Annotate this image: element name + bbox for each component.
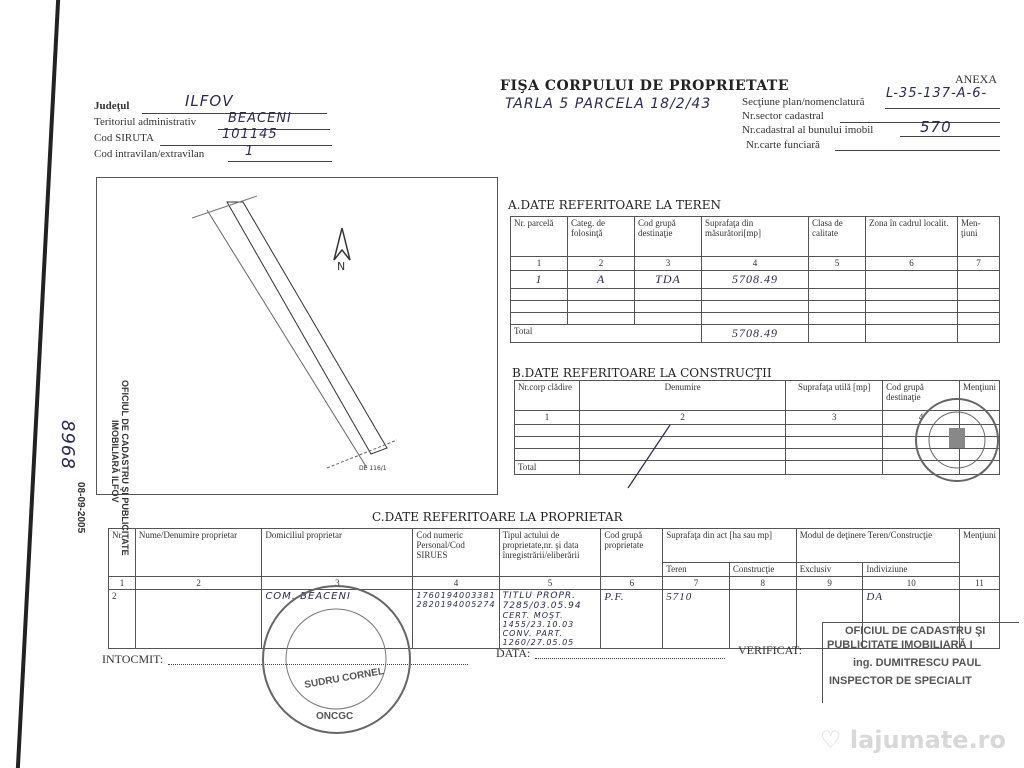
b-num-1: 1 <box>515 411 580 425</box>
surveyor-stamp-name: SUDRU CORNEL <box>303 666 385 691</box>
parcel-map-svg <box>97 178 497 494</box>
teritoriu-value: BEACENI <box>228 111 292 126</box>
nr-sector-label: Nr.sector cadastral <box>742 110 824 122</box>
a-row-parcela: 1 <box>511 271 568 289</box>
c-row-nr: 2 <box>109 590 136 649</box>
sectiune-line <box>885 108 1000 109</box>
a-header-2: Categ. de folosinţă <box>568 217 635 257</box>
parcel-outline <box>227 202 387 454</box>
surveyor-stamp-bottom: ONCGC <box>316 711 354 722</box>
watermark-text: lajumate.ro <box>849 726 1007 754</box>
c-row-domiciliu-value: COM. BEACENI <box>265 591 351 602</box>
data-label: DATA: <box>496 646 531 660</box>
nr-carte-label: Nr.carte funciară <box>746 139 820 151</box>
a-num-3: 3 <box>635 257 702 271</box>
c-header-3: Domiciliul proprietar <box>262 529 413 577</box>
c-num-2: 2 <box>135 577 261 590</box>
c-num-8: 8 <box>729 577 796 590</box>
c-num-6: 6 <box>601 577 663 590</box>
a-total-label: Total <box>511 325 702 343</box>
watermark <box>820 726 1006 754</box>
c-row-indiviziune: DA <box>863 590 960 649</box>
a-header-5: Clasa de calitate <box>809 217 866 257</box>
intravilan-value: 1 <box>245 144 255 159</box>
official-round-stamp <box>915 398 999 482</box>
a-num-6: 6 <box>866 257 958 271</box>
a-header-1: Nr. parcelă <box>511 217 568 257</box>
c-row-act2: 7285/03.05.94 <box>502 601 582 611</box>
a-num-7: 7 <box>958 257 1000 271</box>
tarla-parcela: TARLA 5 PARCELA 18/2/43 <box>505 96 712 112</box>
inspector-stamp <box>822 622 1019 703</box>
inspector-stamp-line4: INSPECTOR DE SPECIALIT <box>829 675 972 687</box>
c-header-1: Nr. <box>109 529 136 577</box>
c-num-11: 11 <box>960 577 1000 590</box>
c-row-act3: CERT. MOȘT. 1455/23.10.03 <box>502 611 575 629</box>
anexa-label: ANEXA <box>955 72 997 86</box>
a-num-4: 4 <box>702 257 809 271</box>
c-sub-teren: Teren <box>663 563 730 577</box>
c-header-9: Menţiuni <box>960 529 1000 577</box>
section-a-title: A.DATE REFERITOARE LA TEREN <box>508 198 721 212</box>
c-num-4: 4 <box>413 577 499 590</box>
nr-cadastral-value: 570 <box>920 118 952 136</box>
b-header-2: Denumire <box>579 381 785 411</box>
c-row-act1: TITLU PROPR. <box>502 591 576 601</box>
c-header-6: Cod grupă proprietate <box>601 529 663 577</box>
a-num-5: 5 <box>809 257 866 271</box>
section-a-table <box>510 216 1000 343</box>
siruta-value: 101145 <box>222 127 278 142</box>
c-row-cnp1: 1760194003381 <box>416 591 496 600</box>
intravilan-label: Cod intravilan/extravilan <box>94 148 205 160</box>
b-header-4: Cod grupă destinaţie <box>883 381 960 411</box>
c-row-cod-grupa: P.F. <box>601 590 663 649</box>
c-header-5: Tipul actului de proprietate,nr. şi data înregistrării/eliberării <box>499 529 601 577</box>
side-stamp-line2: IMOBILIARĂ ILFOV <box>110 420 120 503</box>
inspector-stamp-line2: PUBLICITATE IMOBILIARĂ I <box>827 639 973 651</box>
verificat-label: VERIFICAT: <box>738 643 803 657</box>
coat-of-arms-icon <box>949 428 965 448</box>
parcel-map <box>96 177 498 495</box>
c-header-2: Nume/Denumire proprietar <box>135 529 261 577</box>
a-header-4: Suprafaţa din măsurători[mp] <box>702 217 809 257</box>
nr-cadastral-label: Nr.cadastral al bunului imobil <box>742 124 874 136</box>
b-header-1: Nr.corp clădire <box>515 381 580 411</box>
side-stamp-date: 08-09-2005 <box>75 482 86 534</box>
top-road-line <box>192 196 257 218</box>
a-num-2: 2 <box>568 257 635 271</box>
side-stamp-line1: OFICIUL DE CADASTRU ŞI PUBLICITATE <box>120 380 130 556</box>
siruta-label: Cod SIRUTA <box>94 132 154 144</box>
intravilan-line <box>228 161 332 162</box>
a-num-1: 1 <box>511 257 568 271</box>
b-num-2: 2 <box>579 411 785 425</box>
inspector-stamp-line3: ing. DUMITRESCU PAUL <box>853 657 982 669</box>
a-row-suprafata: 5708.49 <box>702 271 809 289</box>
c-row-suprafata: 5710 <box>663 590 730 649</box>
sectiune-value: L-35-137-A-6- <box>886 86 988 101</box>
c-sub-constructie: Construcţie <box>729 563 796 577</box>
c-row-cnp <box>413 590 499 649</box>
b-header-3: Suprafaţa utilă [mp] <box>786 381 883 411</box>
sectiune-label: Secţiune plan/nomenclatură <box>742 96 865 108</box>
a-row-cod: TDA <box>635 271 702 289</box>
parcel-dimension-line <box>207 210 367 468</box>
data-line <box>535 658 725 659</box>
c-row-cnp2: 2820194005274 <box>416 600 496 609</box>
teritoriu-label: Teritoriul administrativ <box>94 116 197 128</box>
c-num-10: 10 <box>863 577 960 590</box>
c-sub-exclusiv: Exclusiv <box>796 563 863 577</box>
c-num-3: 3 <box>262 577 413 590</box>
north-arrow-icon <box>334 228 350 260</box>
c-header-8: Modul de deţinere Teren/Construcţie <box>796 529 959 563</box>
c-row-act4: CONV. PART. 1260/27.05.05 <box>502 629 575 647</box>
intocmit-label: INTOCMIT: <box>102 652 164 666</box>
a-header-7: Men-ţiuni <box>958 217 1000 257</box>
judet-label: Judeţul <box>94 100 130 112</box>
c-sub-indiviziune: Indiviziune <box>863 563 960 577</box>
c-num-9: 9 <box>796 577 863 590</box>
c-num-5: 5 <box>499 577 601 590</box>
a-header-3: Cod grupă destinaţie <box>635 217 702 257</box>
b-num-4: 4 <box>883 411 960 425</box>
b-strike-line <box>620 420 680 490</box>
page-title: FIŞA CORPULUI DE PROPRIETATE <box>500 78 790 94</box>
b-num-3: 3 <box>786 411 883 425</box>
b-total-label: Total <box>515 461 580 475</box>
b-header-5: Menţiuni <box>960 381 1000 411</box>
a-row-categ: A <box>568 271 635 289</box>
c-header-4: Cod numeric Personal/Cod SIRUES <box>413 529 499 577</box>
nr-cadastral-line <box>900 136 1000 137</box>
c-num-1: 1 <box>109 577 136 590</box>
c-row-act <box>499 590 601 649</box>
section-b-title: B.DATE REFERITOARE LA CONSTRUCŢII <box>512 366 772 380</box>
surveyor-round-stamp <box>262 585 411 734</box>
side-stamp-hand: 8968 <box>57 420 78 470</box>
watermark-heart-icon: ♡ <box>820 726 842 754</box>
section-c-title: C.DATE REFERITOARE LA PROPRIETAR <box>372 510 623 524</box>
side-stamp <box>100 380 130 600</box>
road-line <box>327 440 397 468</box>
road-label: DE 116/1 <box>359 465 387 472</box>
c-num-7: 7 <box>663 577 730 590</box>
nr-carte-line <box>835 150 1000 151</box>
north-label: N <box>337 260 346 273</box>
inspector-stamp-line1: OFICIUL DE CADASTRU ŞI <box>845 625 986 637</box>
page-binding-line <box>16 0 60 768</box>
a-header-6: Zona în cadrul localit. <box>866 217 958 257</box>
a-total-value: 5708.49 <box>702 325 809 343</box>
c-header-7: Suprafaţa din act [ha sau mp] <box>663 529 796 563</box>
judet-value: ILFOV <box>185 92 234 110</box>
